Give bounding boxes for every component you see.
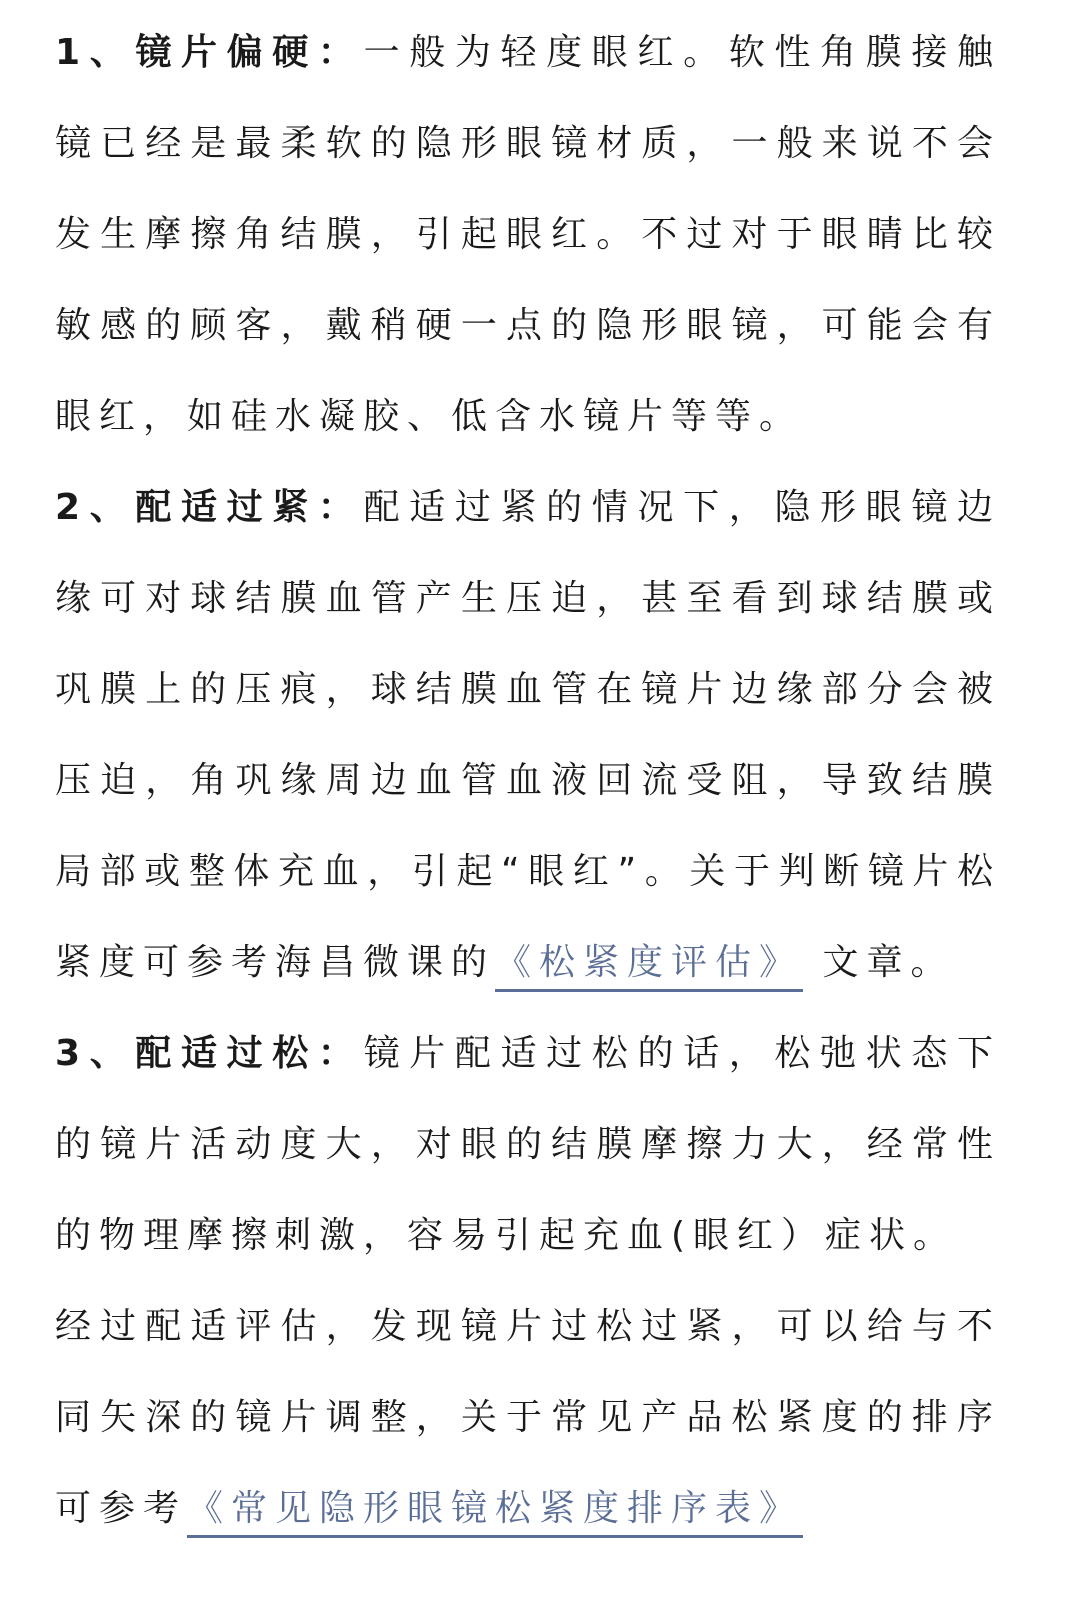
body-text: 眼红，如硅水凝胶、低含水镜片等等。 bbox=[55, 396, 804, 437]
body-text: 压迫，角巩缘周边血管血液回流受阻，导致结膜 bbox=[55, 760, 1001, 801]
body-text: 局部或整体充血，引起“眼红”。关于判断镜片松 bbox=[55, 851, 1001, 892]
body-text: 镜片配适过松的话，松弛状态下 bbox=[363, 1033, 1001, 1074]
body-text: 一般为轻度眼红。软性角膜接触 bbox=[363, 32, 1001, 73]
body-text: 的镜片活动度大，对眼的结膜摩擦力大，经常性 bbox=[55, 1124, 1001, 1165]
text-line bbox=[55, 1372, 1001, 1463]
section-heading: 1、镜片偏硬： bbox=[55, 32, 364, 73]
text-line bbox=[55, 1190, 1001, 1281]
body-text: 紧度可参考海昌微课的 bbox=[55, 942, 496, 983]
section-heading: 2、配适过紧： bbox=[55, 487, 364, 528]
text-line bbox=[55, 7, 1001, 98]
text-line bbox=[55, 280, 1001, 371]
section-heading: 3、配适过松： bbox=[55, 1033, 364, 1074]
text-line bbox=[55, 826, 1001, 917]
text-line bbox=[55, 735, 1001, 826]
body-text: 经过配适评估，发现镜片过松过紧，可以给与不 bbox=[55, 1306, 1001, 1347]
body-text: 同矢深的镜片调整，关于常见产品松紧度的排序 bbox=[55, 1397, 1001, 1438]
body-text: 可参考 bbox=[55, 1488, 188, 1529]
text-line bbox=[55, 1281, 1001, 1372]
article-link[interactable]: 《松紧度评估》 bbox=[495, 942, 803, 992]
text-line bbox=[55, 917, 1001, 1008]
text-line bbox=[55, 98, 1001, 189]
body-text: 文章。 bbox=[803, 942, 955, 983]
body-text: 巩膜上的压痕，球结膜血管在镜片边缘部分会被 bbox=[55, 669, 1001, 710]
text-line bbox=[55, 189, 1001, 280]
body-text: 配适过紧的情况下，隐形眼镜边 bbox=[363, 487, 1001, 528]
text-line bbox=[55, 1008, 1001, 1099]
body-text: 敏感的顾客，戴稍硬一点的隐形眼镜，可能会有 bbox=[55, 305, 1001, 346]
body-text: 镜已经是最柔软的隐形眼镜材质，一般来说不会 bbox=[55, 123, 1001, 164]
text-line bbox=[55, 371, 1001, 462]
body-text: 发生摩擦角结膜，引起眼红。不过对于眼睛比较 bbox=[55, 214, 1001, 255]
text-line bbox=[55, 462, 1001, 553]
body-text: 缘可对球结膜血管产生压迫，甚至看到球结膜或 bbox=[55, 578, 1001, 619]
text-line bbox=[55, 553, 1001, 644]
article-link[interactable]: 《常见隐形眼镜松紧度排序表》 bbox=[187, 1488, 803, 1538]
text-line bbox=[55, 1099, 1001, 1190]
article-body bbox=[55, 7, 1001, 1554]
text-line bbox=[55, 1463, 1001, 1554]
text-line bbox=[55, 644, 1001, 735]
body-text: 的物理摩擦刺激，容易引起充血(眼红）症状。 bbox=[55, 1215, 958, 1256]
